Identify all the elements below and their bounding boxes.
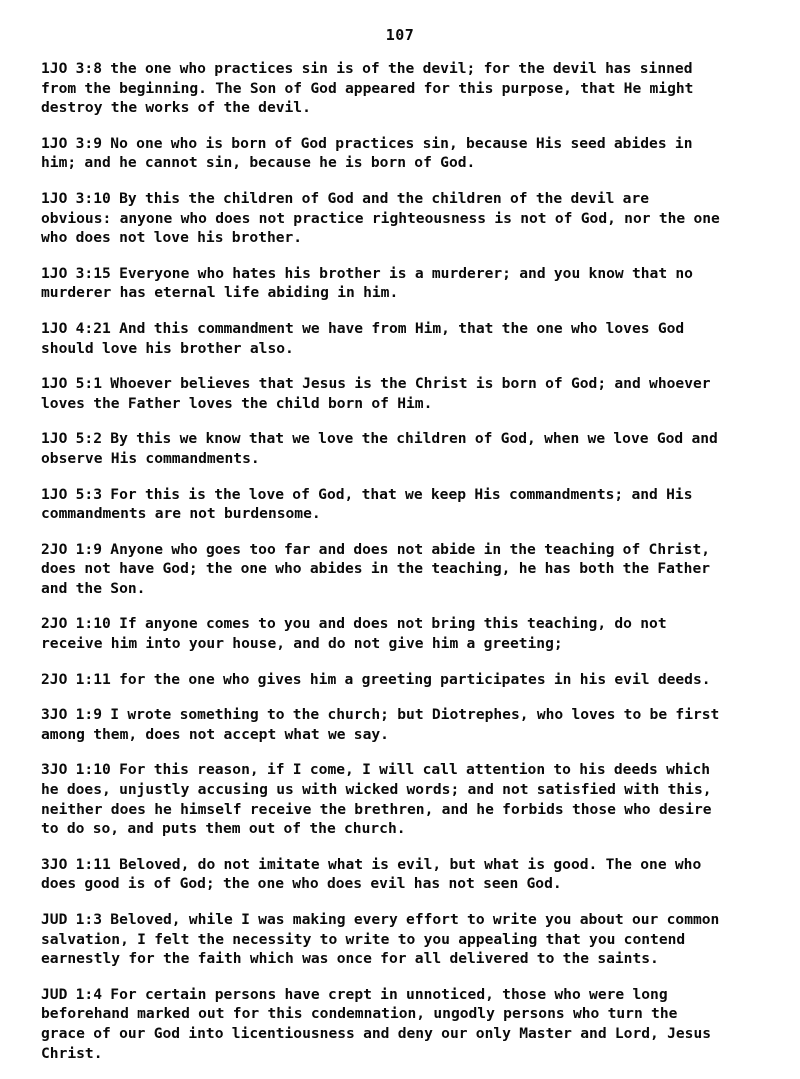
verse-text: grace of our God into licentiousness and deny our only Master and Lord, Jesus xyxy=(41,1024,712,1042)
verse-text: for the one who gives him a greeting participates in his evil deeds. xyxy=(110,670,711,688)
verse-text: to do so, and puts them out of the church. xyxy=(41,820,406,838)
verse-reference: 3JO 1:11 xyxy=(41,855,111,873)
verse-text: destroy the works of the devil. xyxy=(41,99,311,117)
verse-text: loves the Father loves the child born of Him. xyxy=(41,394,433,412)
verse-entry xyxy=(41,705,741,744)
verse-line xyxy=(41,228,741,248)
verse-line xyxy=(41,209,741,229)
verse-line xyxy=(41,670,741,690)
verse-line xyxy=(41,780,741,800)
verse-line xyxy=(41,339,741,359)
verse-text: Anyone who goes too far and does not abide in the teaching of Christ, xyxy=(102,540,711,558)
verse-entry xyxy=(41,540,741,599)
verse-text: who does not love his brother. xyxy=(41,229,303,247)
verse-line xyxy=(41,725,741,745)
verse-entry xyxy=(41,134,741,173)
verse-reference: 3JO 1:10 xyxy=(41,761,111,779)
verse-reference: 1JO 3:15 xyxy=(41,264,111,282)
verse-text: Whoever believes that Jesus is the Christ is born of God; and whoever xyxy=(102,375,711,393)
verse-text: Beloved, while I was making every effort to write you about our common xyxy=(102,911,720,928)
verse-text: he does, unjustly accusing us with wicked words; and not satisfied with this, xyxy=(41,781,712,799)
verse-reference: 1JO 3:9 xyxy=(41,134,103,152)
verse-entry xyxy=(41,985,741,1063)
verse-line xyxy=(41,485,741,505)
verse-entry xyxy=(41,485,741,524)
verse-text: And this commandment we have from Him, that the one who loves God xyxy=(110,319,685,337)
verse-line xyxy=(41,374,741,394)
verse-entry xyxy=(41,910,741,969)
verse-entry xyxy=(41,760,741,838)
verse-text: Everyone who hates his brother is a murderer; and you know that no xyxy=(110,264,693,282)
verse-line xyxy=(41,949,741,969)
verse-reference: 1JO 5:3 xyxy=(41,485,103,503)
verse-line xyxy=(41,910,741,930)
verse-line xyxy=(41,705,741,725)
verse-line xyxy=(41,855,741,875)
verse-text: does not have God; the one who abides in the teaching, he has both the Father xyxy=(41,560,711,578)
verse-text: For certain persons have crept in unnoticed, those who were long xyxy=(102,985,668,1003)
verse-entry xyxy=(41,429,741,468)
verse-entry xyxy=(41,319,741,358)
verse-line xyxy=(41,540,741,560)
verse-entry xyxy=(41,59,741,118)
verse-text: him; and he cannot sin, because he is born of God. xyxy=(41,154,476,172)
verse-line xyxy=(41,98,741,118)
verse-line xyxy=(41,79,741,99)
verse-line xyxy=(41,614,741,634)
verse-text: the one who practices sin is of the devil; for the devil has sinned xyxy=(102,60,693,77)
verse-text: salvation, I felt the necessity to write to you appealing that you contend xyxy=(41,930,686,948)
verse-text: does good is of God; the one who does evil has not seen God. xyxy=(41,875,562,893)
verse-text: By this the children of God and the children of the devil are xyxy=(110,189,650,207)
verse-reference: 1JO 3:8 xyxy=(41,60,103,77)
verse-text: among them, does not accept what we say. xyxy=(41,725,389,743)
verse-text: observe His commandments. xyxy=(41,449,260,467)
verse-entry xyxy=(41,614,741,653)
verse-line xyxy=(41,59,741,79)
verse-text: and the Son. xyxy=(41,579,146,597)
verse-line xyxy=(41,800,741,820)
verse-text: For this is the love of God, that we keep His commandments; and His xyxy=(102,485,693,503)
verse-line xyxy=(41,579,741,599)
verse-line xyxy=(41,559,741,579)
verse-text: I wrote something to the church; but Diotrephes, who loves to be first xyxy=(102,706,720,724)
verse-line xyxy=(41,504,741,524)
page-number: 107 xyxy=(385,26,415,44)
verse-text: beforehand marked out for this condemnation, ungodly persons who turn the xyxy=(41,1005,678,1023)
verse-entry xyxy=(41,264,741,303)
verse-text: obvious: anyone who does not practice righteousness is not of God, nor the one xyxy=(41,209,720,227)
verse-text: should love his brother also. xyxy=(41,339,294,357)
verse-list xyxy=(41,59,741,1079)
verse-line xyxy=(41,1024,741,1044)
verse-reference: JUD 1:3 xyxy=(41,911,103,928)
verse-line xyxy=(41,1004,741,1024)
verse-text: murderer has eternal life abiding in him. xyxy=(41,284,399,302)
verse-line xyxy=(41,1044,741,1064)
verse-text: receive him into your house, and do not give him a greeting; xyxy=(41,635,563,653)
verse-text: neither does he himself receive the brethren, and he forbids those who desire xyxy=(41,800,712,818)
verse-text: No one who is born of God practices sin, because His seed abides in xyxy=(102,134,693,152)
verse-line xyxy=(41,134,741,154)
verse-line xyxy=(41,819,741,839)
verse-line xyxy=(41,930,741,950)
verse-line xyxy=(41,874,741,894)
verse-line xyxy=(41,760,741,780)
verse-text: Christ. xyxy=(41,1044,103,1062)
verse-text: If anyone comes to you and does not bring this teaching, do not xyxy=(110,615,667,633)
verse-entry xyxy=(41,855,741,894)
verse-text: By this we know that we love the children of God, when we love God and xyxy=(102,430,718,448)
verse-reference: JUD 1:4 xyxy=(41,985,103,1003)
verse-text: Beloved, do not imitate what is evil, but what is good. The one who xyxy=(110,855,702,873)
verse-entry xyxy=(41,374,741,413)
verse-line xyxy=(41,394,741,414)
verse-entry xyxy=(41,189,741,248)
verse-text: earnestly for the faith which was once for all delivered to the saints. xyxy=(41,950,659,968)
verse-reference: 1JO 3:10 xyxy=(41,189,111,207)
verse-reference: 1JO 5:1 xyxy=(41,375,103,393)
verse-reference: 1JO 4:21 xyxy=(41,319,111,337)
verse-line xyxy=(41,429,741,449)
verse-text: from the beginning. The Son of God appeared for this purpose, that He might xyxy=(41,79,694,97)
verse-line xyxy=(41,189,741,209)
verse-line xyxy=(41,449,741,469)
verse-text: For this reason, if I come, I will call attention to his deeds which xyxy=(110,761,711,779)
verse-reference: 1JO 5:2 xyxy=(41,430,103,448)
verse-line xyxy=(41,634,741,654)
verse-reference: 2JO 1:10 xyxy=(41,615,111,633)
verse-line xyxy=(41,319,741,339)
verse-line xyxy=(41,985,741,1005)
verse-line xyxy=(41,153,741,173)
verse-line xyxy=(41,264,741,284)
verse-reference: 2JO 1:9 xyxy=(41,540,103,558)
verse-reference: 2JO 1:11 xyxy=(41,670,111,688)
verse-line xyxy=(41,283,741,303)
verse-reference: 3JO 1:9 xyxy=(41,706,103,724)
verse-text: commandments are not burdensome. xyxy=(41,505,321,523)
verse-entry xyxy=(41,670,741,690)
